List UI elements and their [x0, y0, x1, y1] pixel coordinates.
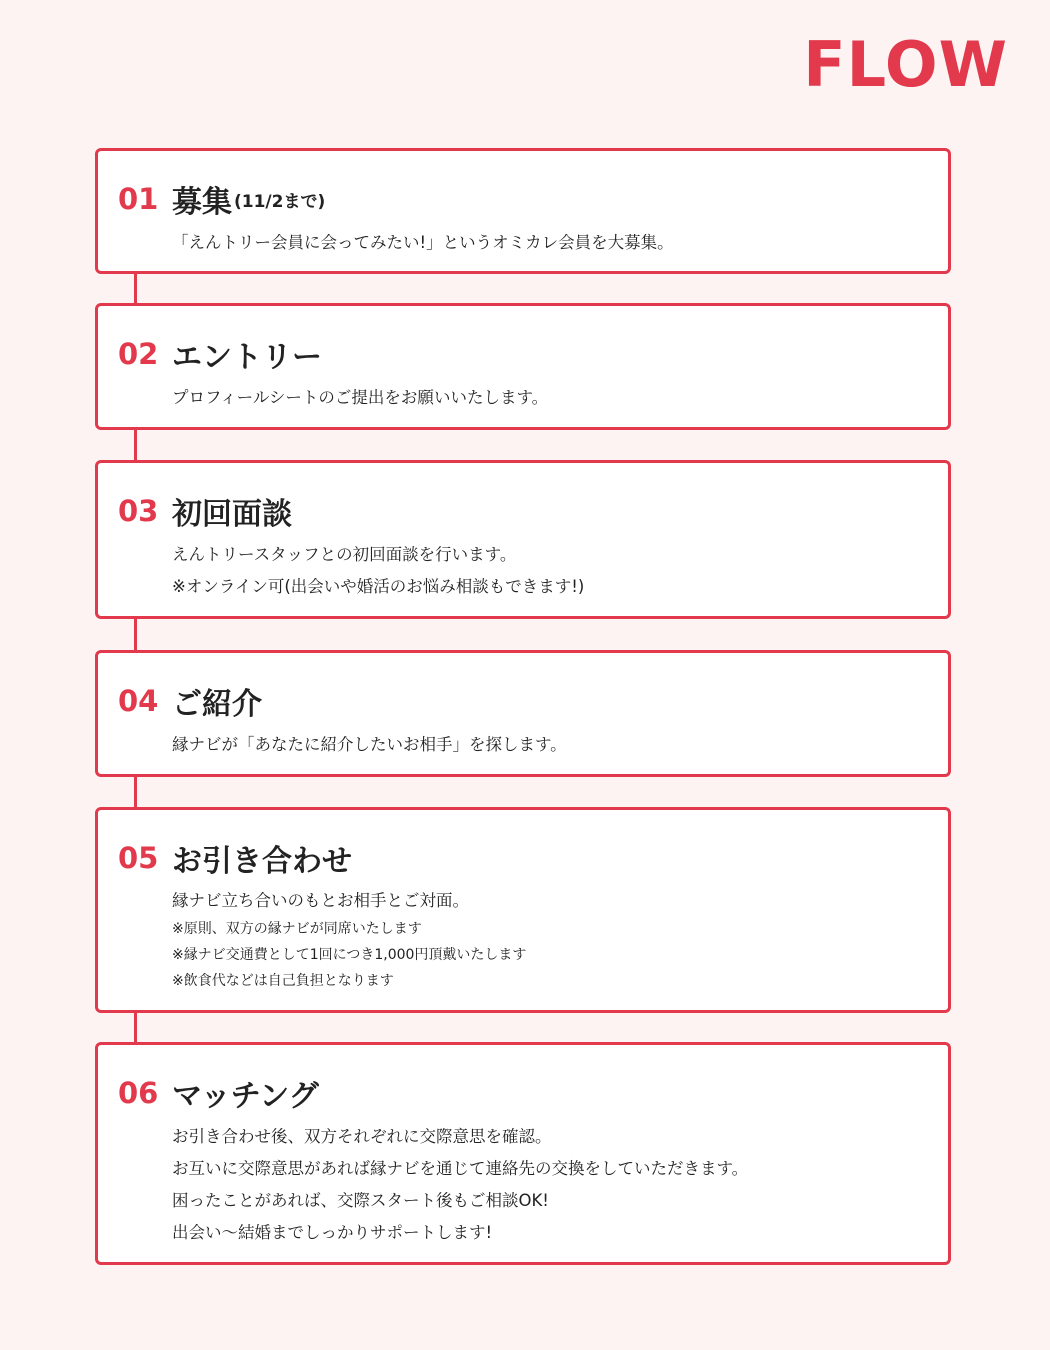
step-description — [172, 539, 928, 603]
step-connector — [134, 775, 137, 809]
step-card-03 — [95, 460, 951, 619]
flow-heading: FLOW — [803, 28, 1008, 101]
step-number: 02 — [118, 337, 159, 371]
step-text-line: プロフィールシートのご提出をお願いいたします。 — [172, 388, 549, 407]
step-description — [172, 227, 928, 259]
step-number: 04 — [118, 684, 159, 718]
step-card-06 — [95, 1042, 951, 1265]
step-card-01 — [95, 148, 951, 274]
step-note-line: ※縁ナビ交通費として1回につき1,000円頂戴いたします — [172, 947, 527, 963]
step-description — [172, 1121, 928, 1249]
step-number: 05 — [118, 841, 159, 875]
step-text-line: お互いに交際意思があれば縁ナビを通じて連絡先の交換をしていただきます。 — [172, 1159, 749, 1178]
step-title: お引き合わせ — [172, 844, 352, 879]
step-header — [118, 334, 322, 374]
step-text-line: 縁ナビが「あなたに紹介したいお相手」を探します。 — [172, 735, 567, 754]
step-title: エントリー — [172, 340, 322, 375]
step-card-04 — [95, 650, 951, 777]
step-header — [118, 838, 352, 878]
step-header — [118, 681, 262, 721]
step-connector — [134, 1011, 137, 1044]
step-title: ご紹介 — [172, 687, 262, 722]
step-connector — [134, 272, 137, 305]
step-title: マッチング — [172, 1079, 319, 1114]
step-header — [118, 1073, 319, 1113]
step-card-05 — [95, 807, 951, 1013]
step-connector — [134, 617, 137, 652]
step-description — [172, 382, 928, 414]
step-text-line: えんトリースタッフとの初回面談を行います。 — [172, 545, 517, 564]
step-header — [118, 179, 325, 219]
step-note-line: ※飲食代などは自己負担となります — [172, 973, 394, 989]
step-text-line: 「えんトリー会員に会ってみたい!」というオミカレ会員を大募集。 — [172, 233, 674, 252]
step-connector — [134, 428, 137, 462]
step-number: 01 — [118, 182, 159, 216]
step-text-line: 縁ナビ立ち合いのもとお相手とご対面。 — [172, 891, 469, 910]
step-description — [172, 886, 928, 994]
step-title: 初回面談 — [172, 497, 292, 532]
step-title-note: (11/2まで) — [234, 191, 326, 212]
step-header — [118, 491, 292, 531]
step-note-line: ※原則、双方の縁ナビが同席いたします — [172, 921, 422, 937]
step-text-line: 出会い〜結婚までしっかりサポートします! — [172, 1223, 493, 1242]
step-card-02 — [95, 303, 951, 430]
step-title: 募集 — [172, 185, 232, 220]
step-text-line: 困ったことがあれば、交際スタート後もご相談OK! — [172, 1191, 549, 1210]
step-text-line: お引き合わせ後、双方それぞれに交際意思を確認。 — [172, 1127, 552, 1146]
step-number: 03 — [118, 494, 159, 528]
step-number: 06 — [118, 1076, 159, 1110]
step-description — [172, 729, 928, 761]
step-text-line: ※オンライン可(出会いや婚活のお悩み相談もできます!) — [172, 577, 585, 596]
